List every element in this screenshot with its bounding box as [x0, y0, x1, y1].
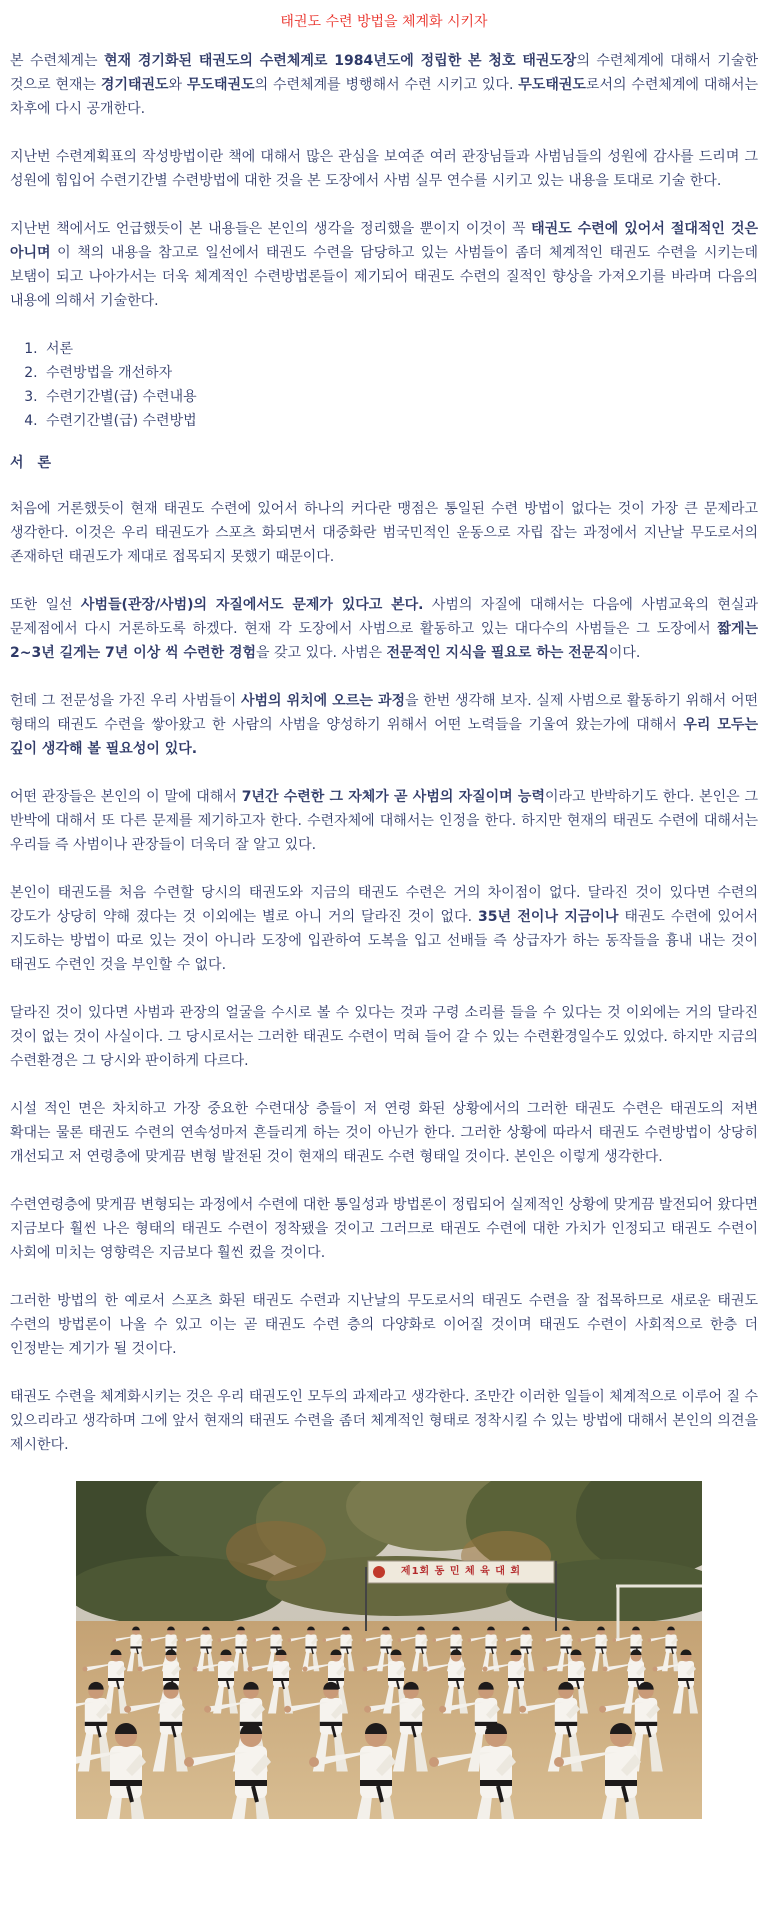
paragraph-p1	[10, 497, 758, 569]
body-text: 헌데 그 전문성을 가진 우리 사범들이	[10, 693, 241, 709]
paragraph-p10	[10, 1385, 758, 1457]
body-text: 을 갖고 있다. 사범은	[256, 645, 387, 661]
paragraph-p5	[10, 881, 758, 977]
paragraph-purpose	[10, 217, 758, 313]
paragraph-p6	[10, 1001, 758, 1073]
paragraph-p9	[10, 1289, 758, 1361]
paragraph-p7	[10, 1097, 758, 1169]
emphasis-text: 우리 모두는 깊이 생각해 볼 필요성이 있다.	[10, 717, 758, 757]
body-text: 태권도 수련을 체계화시키는 것은 우리 태권도인 모두의 과제라고 생각한다. 조만간 이러한 일들이 체계적으로 이루어 질 수 있으리라고 생각하며 그에 앞서 현재의 태권도 수련을 좀더 체계적인 형태로 정착시킬 수 있는 방법에 대해서 본인의 의견을 제시한다.	[10, 1389, 758, 1453]
body-text: 본인이 태권도를 처음 수련할 당시의 태권도와 지금의 태권도 수련은 거의 차이점이 없다. 달라진 것이 있다면 수련의 강도가 상당히 약해 졌다는 것 이외에는 별로 아니 거의 달라진 것이 없다.	[10, 885, 758, 925]
emphasis-text: 태권도 수련에 있어서 절대적인 것은 아니며	[10, 221, 758, 261]
toc-item: 2. 수련방법을 개선하자	[42, 361, 758, 385]
body-text: 이다.	[608, 645, 641, 661]
taekwondo-class-photo	[76, 1481, 702, 1819]
emphasis-text: 사범들(관장/사범)의 자질에서도 문제가 있다고 본다.	[80, 597, 424, 613]
intro-section	[10, 49, 758, 313]
paragraph-intro	[10, 49, 758, 121]
section-heading: 서 론	[10, 455, 52, 471]
body-text: 어떤 관장들은 본인의 이 말에 대해서	[10, 789, 242, 805]
paragraph-thanks	[10, 145, 758, 193]
paragraph-p2	[10, 593, 758, 665]
body-text: 시설 적인 면은 차치하고 가장 중요한 수련대상 층들이 저 연령 화된 상황에서의 그러한 태권도 수련은 태권도의 저변 확대는 물론 태권도 수련의 연속성마저 흔들리게 하는 것이 아닌가 한다. 그러한 상황에 따라서 태권도 수련방법이 상당히 개선되고 저 연령층에 맞게끔 변형 발전된 것이 현재의 태권도 수련 형태일 것이다. 본인은 이렇게 생각한다.	[10, 1101, 758, 1165]
toc-item: 4. 수련기간별(급) 수련방법	[42, 409, 758, 433]
emphasis-text: 35년 전이나 지금이나	[478, 909, 619, 925]
body-text: 사범의 자질에 대해서는 다음에 사범교육의 현실과 문제점에서 다시 거론하도록 하겠다. 현재 각 도장에서 사범으로 활동하고 있는 대다수의 사범들은 그 도장에서	[10, 597, 758, 637]
body-text: 지난번 수련계획표의 작성방법이란 책에 대해서 많은 관심을 보여준 여러 관장님들과 사범님들의 성원에 감사를 드리며 그 성원에 힘입어 수련기간별 수련방법에 대한 것을 본 도장에서 사범 실무 연수를 시키고 있는 내용을 토대로 기술 한다.	[10, 149, 758, 189]
emphasis-text: 사범의 위치에 오르는 과정	[240, 693, 406, 709]
body-text: 의 수련체계에 대해서 기술한 것으로 현재는	[10, 53, 758, 93]
emphasis-text: 7년간 수련한 그 자체가 곧 사범의 자질이며 능력	[241, 789, 545, 805]
banner-text: 제1회 동 민 체 육 대 회	[400, 1566, 522, 1577]
emphasis-text: 무도태권도	[518, 77, 586, 93]
table-of-contents	[10, 337, 758, 433]
body-text: 지난번 책에서도 언급했듯이 본 내용들은 본인의 생각을 정리했을 뿐이지 이것이 꼭	[10, 221, 532, 237]
body-text: 와	[168, 77, 187, 93]
body-text: 태권도 수련에 있어서 지도하는 방법이 따로 있는 것이 아니라 도장에 입관하여 도복을 입고 선배들 즉 상급자가 하는 동작들을 흉내 내는 것이 태권도 수련인 것을 부인할 수 없다.	[10, 909, 758, 973]
toc-item: 3. 수련기간별(급) 수련내용	[42, 385, 758, 409]
emphasis-text: 전문적인 지식을 필요로 하는 전문직	[386, 645, 609, 661]
paragraph-p8	[10, 1193, 758, 1265]
body-text: 달라진 것이 있다면 사범과 관장의 얼굴을 수시로 볼 수 있다는 것과 구령 소리를 들을 수 있다는 것 이외에는 거의 달라진 것이 없는 것이 사실이다. 그 당시로서는 그러한 태권도 수련이 먹혀 들어 갈 수 있는 수련환경일수도 있었다. 하지만 지금의 수련환경은 그 당시와 판이하게 다르다.	[10, 1005, 758, 1069]
emphasis-text: 경기태권도	[100, 77, 169, 93]
body-text: 의 수련체계를 병행해서 수련 시키고 있다.	[254, 77, 519, 93]
body-text: 수련연령층에 맞게끔 변형되는 과정에서 수련에 대한 통일성과 방법론이 정립되어 실제적인 상황에 맞게끔 발전되어 왔다면 지금보다 훨씬 나은 형태의 태권도 수련이 정착됐을 것이고 그러므로 태권도 수련에 대한 가치가 인정되고 태권도 수련이 사회에 미치는 영향력은 지금보다 훨씬 컸을 것이다.	[10, 1197, 758, 1261]
body-text: 그러한 방법의 한 예로서 스포츠 화된 태권도 수련과 지난날의 무도로서의 태권도 수련을 잘 접목하므로 새로운 태권도 수련의 방법론이 나올 수 있고 이는 곧 태권도 수련 층의 다양화로 이어질 것이며 태권도 수련이 사회적으로 한층 더 인정받는 계기가 될 것이다.	[10, 1293, 758, 1357]
photo-illustration	[76, 1481, 702, 1819]
emphasis-text: 현재 경기화된 태권도의 수련체계로 1984년도에 정립한 본 청호 태권도장	[104, 53, 577, 69]
paragraph-p4	[10, 785, 758, 857]
body-text: 이 책의 내용을 참고로 일선에서 태권도 수련을 담당하고 있는 사범들이 좀더 체계적인 태권도 수련을 시키는데 보탬이 되고 나아가서는 더욱 체계적인 수련방법론들이 제기되어 태권도 수련의 질적인 향상을 가져오기를 바라며 다음의 내용에 의해서 기술한다.	[10, 245, 758, 309]
emphasis-text: 무도태권도	[186, 77, 255, 93]
body-text: 이라고 반박하기도 한다. 본인은 그 반박에 대해서 또 다른 문제를 제기하고자 한다. 수련자체에 대해서는 인정을 한다. 하지만 현재의 태권도 수련에 대해서는 우리들 즉 사범이나 관장들이 더욱더 잘 알고 있다.	[10, 789, 758, 853]
body-section	[10, 497, 758, 1457]
body-text: 본 수련체계는	[10, 53, 104, 69]
body-text: 을 한번 생각해 보자. 실제 사범으로 활동하기 위해서 어떤 형태의 태권도 수련을 쌓아왔고 한 사람의 사범을 양성하기 위해서 어떤 노력들을 기울여 왔는가에 대해서	[10, 693, 759, 733]
body-text: 또한 일선	[10, 597, 81, 613]
paragraph-p3	[10, 689, 758, 761]
toc-item: 1. 서론	[42, 337, 758, 361]
body-text: 처음에 거론했듯이 현재 태권도 수련에 있어서 하나의 커다란 맹점은 통일된 수련 방법이 없다는 것이 가장 큰 문제라고 생각한다. 이것은 우리 태권도가 스포츠 화되면서 대중화란 범국민적인 운동으로 자립 잡는 과정에서 지난날 무도로서의 존재하던 태권도가 제대로 접목되지 못했기 때문이다.	[10, 501, 758, 565]
emphasis-text: 짧게는 2~3년 길게는 7년 이상 씩 수련한 경험	[10, 621, 758, 661]
body-text: 로서의 수련체계에 대해서는 차후에 다시 공개한다.	[10, 77, 758, 117]
page-title: 태권도 수련 방법을 체계화 시키자	[280, 14, 488, 30]
